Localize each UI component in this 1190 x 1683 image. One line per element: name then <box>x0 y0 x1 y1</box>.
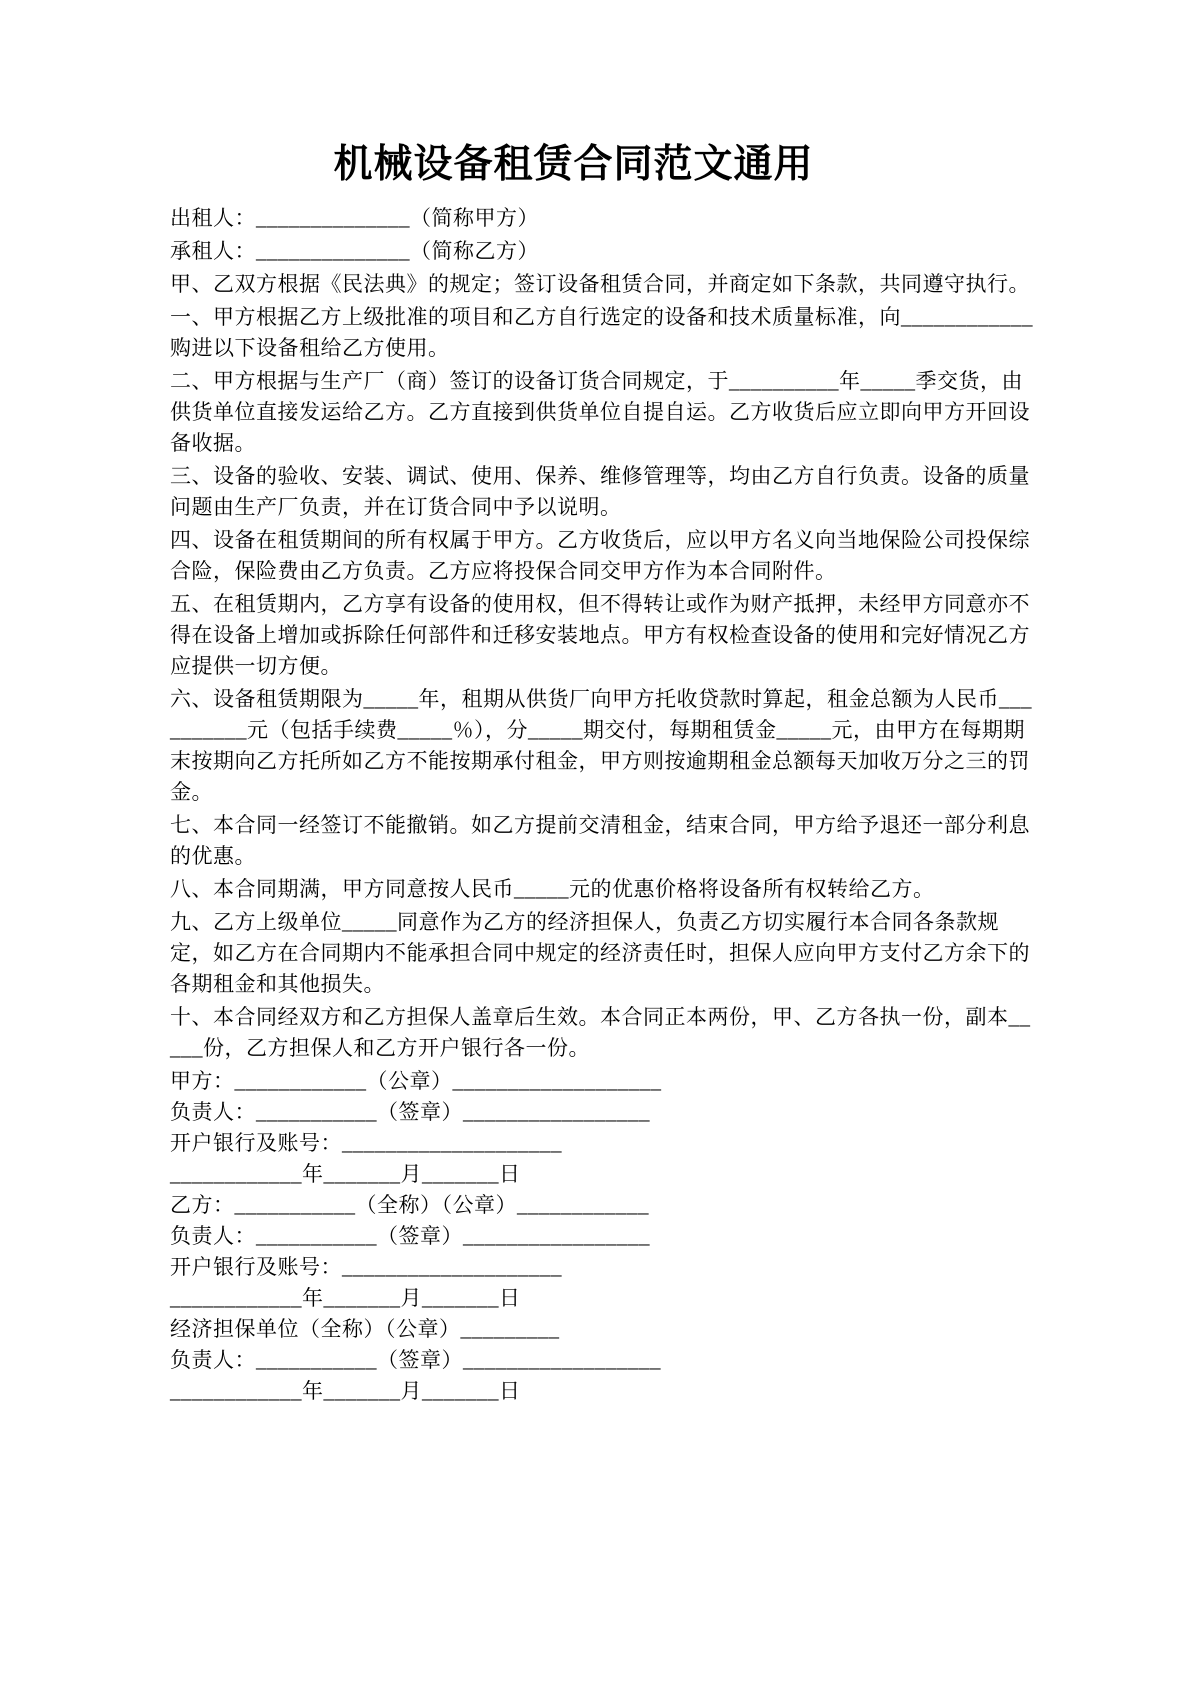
clause-9: 九、乙方上级单位_____同意作为乙方的经济担保人，负责乙方切实履行本合同各条款规定，如乙方在合同期内不能承担合同中规定的经济责任时，担保人应向甲方支付乙方余下的各期租金和其他损失。 <box>170 910 1030 996</box>
clause-6: 六、设备租赁期限为_____年，租期从供货厂向甲方托收贷款时算起，租金总额为人民币__________元（包括手续费_____％），分_____期交付，每期租赁金_____元，由甲方在每期期末按期向乙方托所如乙方不能按期承付租金，甲方则按逾期租金总额每天加收万分之三的罚金。 <box>170 687 1032 804</box>
party-b-bank-account-line: 开户银行及账号：____________________ <box>170 1255 562 1279</box>
clause-10: 十、本合同经双方和乙方担保人盖章后生效。本合同正本两份，甲、乙方各执一份，副本_____份，乙方担保人和乙方开户银行各一份。 <box>170 1005 1031 1060</box>
lessee-line: 承租人：______________（简称乙方） <box>170 239 539 263</box>
clause-3: 三、设备的验收、安装、调试、使用、保养、维修管理等，均由乙方自行负责。设备的质量问题由生产厂负责，并在订货合同中予以说明。 <box>170 464 1030 519</box>
party-b-responsible-line: 负责人：___________（签章）_________________ <box>170 1224 650 1248</box>
guarantor-date-line: ____________年_______月_______日 <box>170 1379 521 1403</box>
signature-block <box>170 1066 1037 1407</box>
preamble: 甲、乙双方根据《民法典》的规定；签订设备租赁合同，并商定如下条款，共同遵守执行。 <box>170 272 1030 296</box>
page-title: 机械设备租赁合同范文通用 <box>333 143 814 186</box>
clause-1: 一、甲方根据乙方上级批准的项目和乙方自行选定的设备和技术质量标准，向____________购进以下设备租给乙方使用。 <box>170 305 1033 360</box>
party-a-seal-line: 甲方：____________（公章）___________________ <box>170 1069 662 1093</box>
party-a-date-line: ____________年_______月_______日 <box>170 1162 521 1186</box>
clause-7: 七、本合同一经签订不能撤销。如乙方提前交清租金，结束合同，甲方给予退还一部分利息的优惠。 <box>170 813 1030 868</box>
guarantor-responsible-line: 负责人：___________（签章）__________________ <box>170 1348 661 1372</box>
clause-5: 五、在租赁期内，乙方享有设备的使用权，但不得转让或作为财产抵押，未经甲方同意亦不得在设备上增加或拆除任何部件和迁移安装地点。甲方有权检查设备的使用和完好情况乙方应提供一切方便。 <box>170 592 1030 678</box>
clause-2: 二、甲方根据与生产厂（商）签订的设备订货合同规定，于__________年_____季交货，由供货单位直接发运给乙方。乙方直接到供货单位自提自运。乙方收货后应立即向甲方开回设备收据。 <box>170 369 1030 455</box>
party-b-seal-line: 乙方：___________（全称）（公章）____________ <box>170 1193 649 1217</box>
clause-8: 八、本合同期满，甲方同意按人民币_____元的优惠价格将设备所有权转给乙方。 <box>170 877 935 901</box>
party-b-date-line: ____________年_______月_______日 <box>170 1286 521 1310</box>
party-a-responsible-line: 负责人：___________（签章）_________________ <box>170 1100 650 1124</box>
lessor-line: 出租人：______________（简称甲方） <box>170 206 539 230</box>
clause-4: 四、设备在租赁期间的所有权属于甲方。乙方收货后，应以甲方名义向当地保险公司投保综合险，保险费由乙方负责。乙方应将投保合同交甲方作为本合同附件。 <box>170 528 1030 583</box>
party-a-bank-account-line: 开户银行及账号：____________________ <box>170 1131 562 1155</box>
guarantor-seal-line: 经济担保单位（全称）（公章）_________ <box>170 1317 560 1341</box>
